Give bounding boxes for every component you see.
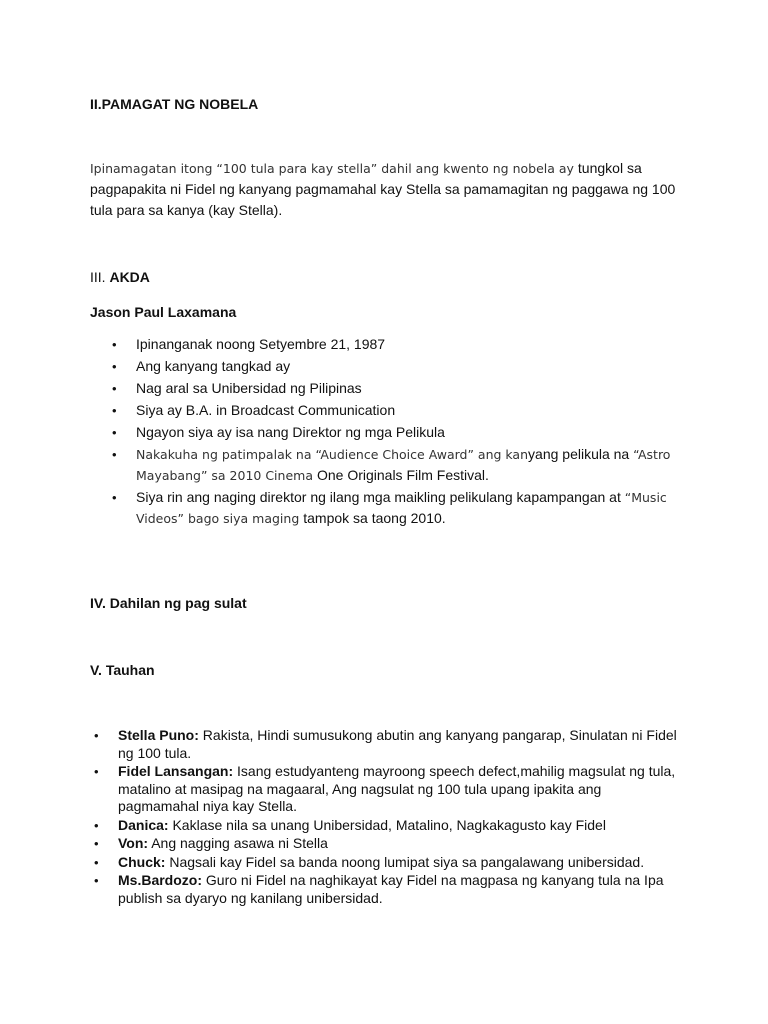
pamagat-paragraph [90,158,680,221]
list-item [94,872,684,907]
director-text-part-c: tampok sa taong 2010. [303,510,446,526]
list-item [112,334,692,355]
list-item [94,727,684,762]
list-item-text: Nag aral sa Unibersidad ng Pilipinas [136,380,362,396]
character-name: Danica: [118,816,169,833]
award-text-part-b: yang pelikula na [528,446,634,462]
bullet: • [112,425,117,440]
award-text-part-c: “Astro Mayabang” sa 2010 Cinema [136,447,671,483]
character-description: Kaklase nila sa unang Unibersidad, Matalino, Nagkakagusto kay Fidel [168,816,606,833]
director-text-part-b: “Music Videos” bago siya maging [136,490,667,526]
director-text-part-a: Siya rin ang naging direktor ng ilang mga maikling pelikulang kapampangan at [136,489,625,505]
list-item [94,835,684,853]
bullet: • [112,359,117,374]
list-item [94,817,684,835]
list-item [112,444,692,486]
list-item-text: Ngayon siya ay isa nang Direktor ng mga Pelikula [136,424,445,440]
bullet: • [112,490,117,505]
list-item-text: Ang kanyang tangkad ay [136,358,291,374]
bullet: • [94,764,99,779]
list-item [94,763,684,816]
list-item-text: Ipinanganak noong Setyembre 21, 1987 [136,336,386,352]
bullet: • [94,854,99,870]
section-title-pamagat: II.PAMAGAT NG NOBELA [90,96,259,112]
bullet: • [112,381,117,396]
list-item [112,356,692,377]
pamagat-text-part-b: tungkol sa pagpapakita ni Fidel ng kanyang pagmamahal kay Stella sa pamamagitan ng paggawa ng 100 tula para sa kanya (kay Stella). [90,160,676,218]
character-description: Guro ni Fidel na naghikayat kay Fidel na magpasa ng kanyang tula na Ipa publish sa dyaryo ng kanilang unibersidad. [118,872,664,906]
list-item [112,378,692,399]
akda-prefix: III. [90,269,110,285]
bullet: • [94,817,99,833]
character-list [94,727,684,908]
bullet: • [112,447,117,462]
award-text-part-a: Nakakuha ng patimpalak na “Audience Choice Award” ang kan [136,447,529,462]
list-item [112,400,692,421]
list-item [112,422,692,443]
character-description: Rakista, Hindi sumusukong abutin ang kanyang pangarap, Sinulatan ni Fidel ng 100 tula. [118,727,677,761]
akda-label: AKDA [109,269,150,285]
section-title-akda [90,268,150,286]
character-description: Nagsali kay Fidel sa banda noong lumipat siya sa pangalawang unibersidad. [165,853,645,870]
section-title-tauhan: V. Tauhan [90,662,155,678]
author-name: Jason Paul Laxamana [90,304,237,320]
bullet: • [94,728,99,743]
character-name: Fidel Lansangan: [118,763,234,779]
bullet: • [112,403,117,418]
character-description: Isang estudyanteng mayroong speech defect,mahilig magsulat ng tula, matalino at masipag na magaaral, Ang nagsulat ng 100 tula upang ipakita ang pagmamahal niya kay Stella. [118,763,676,814]
bullet: • [112,337,117,352]
section-title-dahilan: IV. Dahilan ng pag sulat [90,595,247,611]
list-item [112,487,692,529]
character-description: Ang nagging asawa ni Stella [148,835,328,851]
character-name: Ms.Bardozo: [118,872,202,888]
award-text-part-d: One Originals Film Festival. [316,467,489,483]
character-name: Von: [118,835,149,851]
bullet: • [94,873,99,888]
list-item-text: Siya ay B.A. in Broadcast Communication [136,402,396,418]
author-list [112,334,692,530]
bullet: • [94,836,99,851]
list-item [94,854,684,872]
character-name: Chuck: [118,853,166,870]
character-name: Stella Puno: [118,727,199,743]
pamagat-text-part-a: Ipinamagatan itong “100 tula para kay stella” dahil ang kwento ng nobela ay [90,161,578,176]
